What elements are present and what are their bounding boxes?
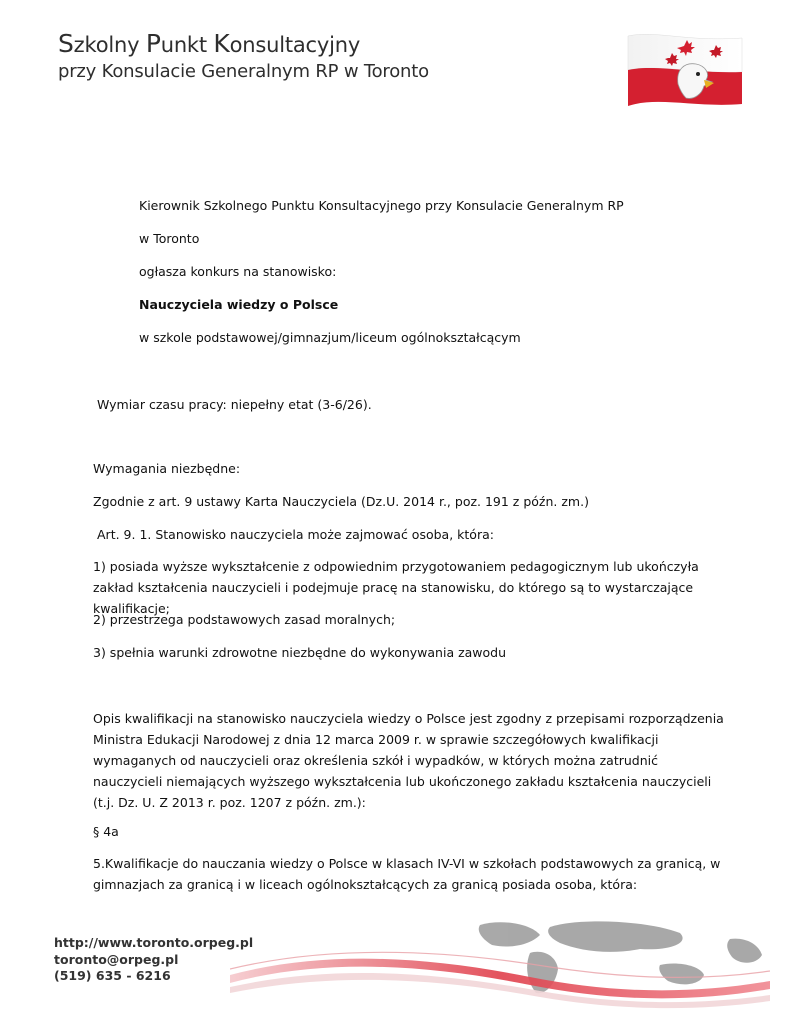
email-link[interactable]: toronto@orpeg.pl — [54, 951, 179, 967]
requirements-law: Zgodnie z art. 9 ustawy Karta Nauczyciela (Dz.U. 2014 r., poz. 191 z późn. zm.) — [93, 494, 589, 509]
qualifications-description: Opis kwalifikacji na stanowisko nauczyciela wiedzy o Polsce jest zgodny z przepisami rozporządzenia Ministra Edukacji Narodowej z dnia 12 marca 2009 r. w sprawie szczegółowych kwalifikacji wymaganych od nauczycieli oraz określenia szkół i wypadków, w których można zatrudnić nauczycieli niemających wyższego wykształcenia lub ukończonego zakładu kształcenia nauczycieli (t.j. Dz. U. Z 2013 r. poz. 1207 z późn. zm.): — [93, 711, 724, 810]
requirement-item-2: 2) przestrzega podstawowych zasad moralnych; — [93, 612, 396, 627]
school-subtitle: przy Konsulacie Generalnym RP w Toronto — [58, 61, 429, 82]
school-name-initial-k: K — [213, 29, 230, 58]
school-header — [58, 30, 429, 85]
world-map-banner-icon — [230, 915, 770, 1010]
requirement-item-1: 1) posiada wyższe wykształcenie z odpowiednim przygotowaniem pedagogicznym lub ukończyła zakład kształcenia nauczycieli i podejmuje pracę na stanowisku, do którego są to wystarczające kwalifikacje; — [93, 559, 699, 616]
school-name-part-2: unkt — [160, 33, 214, 57]
school-name — [58, 30, 429, 59]
phone-number: (519) 635 - 6216 — [54, 968, 171, 983]
school-type: w szkole podstawowej/gimnazjum/liceum ogólnokształcącym — [139, 330, 521, 345]
footer-contact — [54, 935, 253, 985]
work-time: Wymiar czasu pracy: niepełny etat (3-6/26). — [97, 397, 372, 412]
announcement-line-1: Kierownik Szkolnego Punktu Konsultacyjnego przy Konsulacie Generalnym RP — [139, 198, 624, 213]
requirements-heading: Wymagania niezbędne: — [93, 461, 241, 476]
school-name-initial-s: S — [58, 29, 74, 58]
announcement-line-3: ogłasza konkurs na stanowisko: — [139, 264, 337, 279]
school-name-part-3: onsultacyjny — [229, 33, 361, 57]
qualifications-point-5: 5.Kwalifikacje do nauczania wiedzy o Polsce w klasach IV-VI w szkołach podstawowych za granicą, w gimnazjach za granicą i w liceach ogólnokształcących za granicą posiada osoba, która: — [93, 856, 721, 892]
website-link[interactable]: http://www.toronto.orpeg.pl — [54, 935, 254, 950]
school-name-part-1: zkolny — [73, 33, 146, 57]
announcement-line-2: w Toronto — [139, 231, 200, 246]
polish-flag-eagle-logo — [626, 28, 744, 110]
requirement-item-3: 3) spełnia warunki zdrowotne niezbędne do wykonywania zawodu — [93, 645, 507, 660]
school-name-initial-p: P — [145, 29, 161, 58]
qualifications-section: § 4a — [93, 824, 119, 839]
requirements-article: Art. 9. 1. Stanowisko nauczyciela może zajmować osoba, która: — [97, 527, 494, 542]
position-title: Nauczyciela wiedzy o Polsce — [139, 297, 339, 312]
